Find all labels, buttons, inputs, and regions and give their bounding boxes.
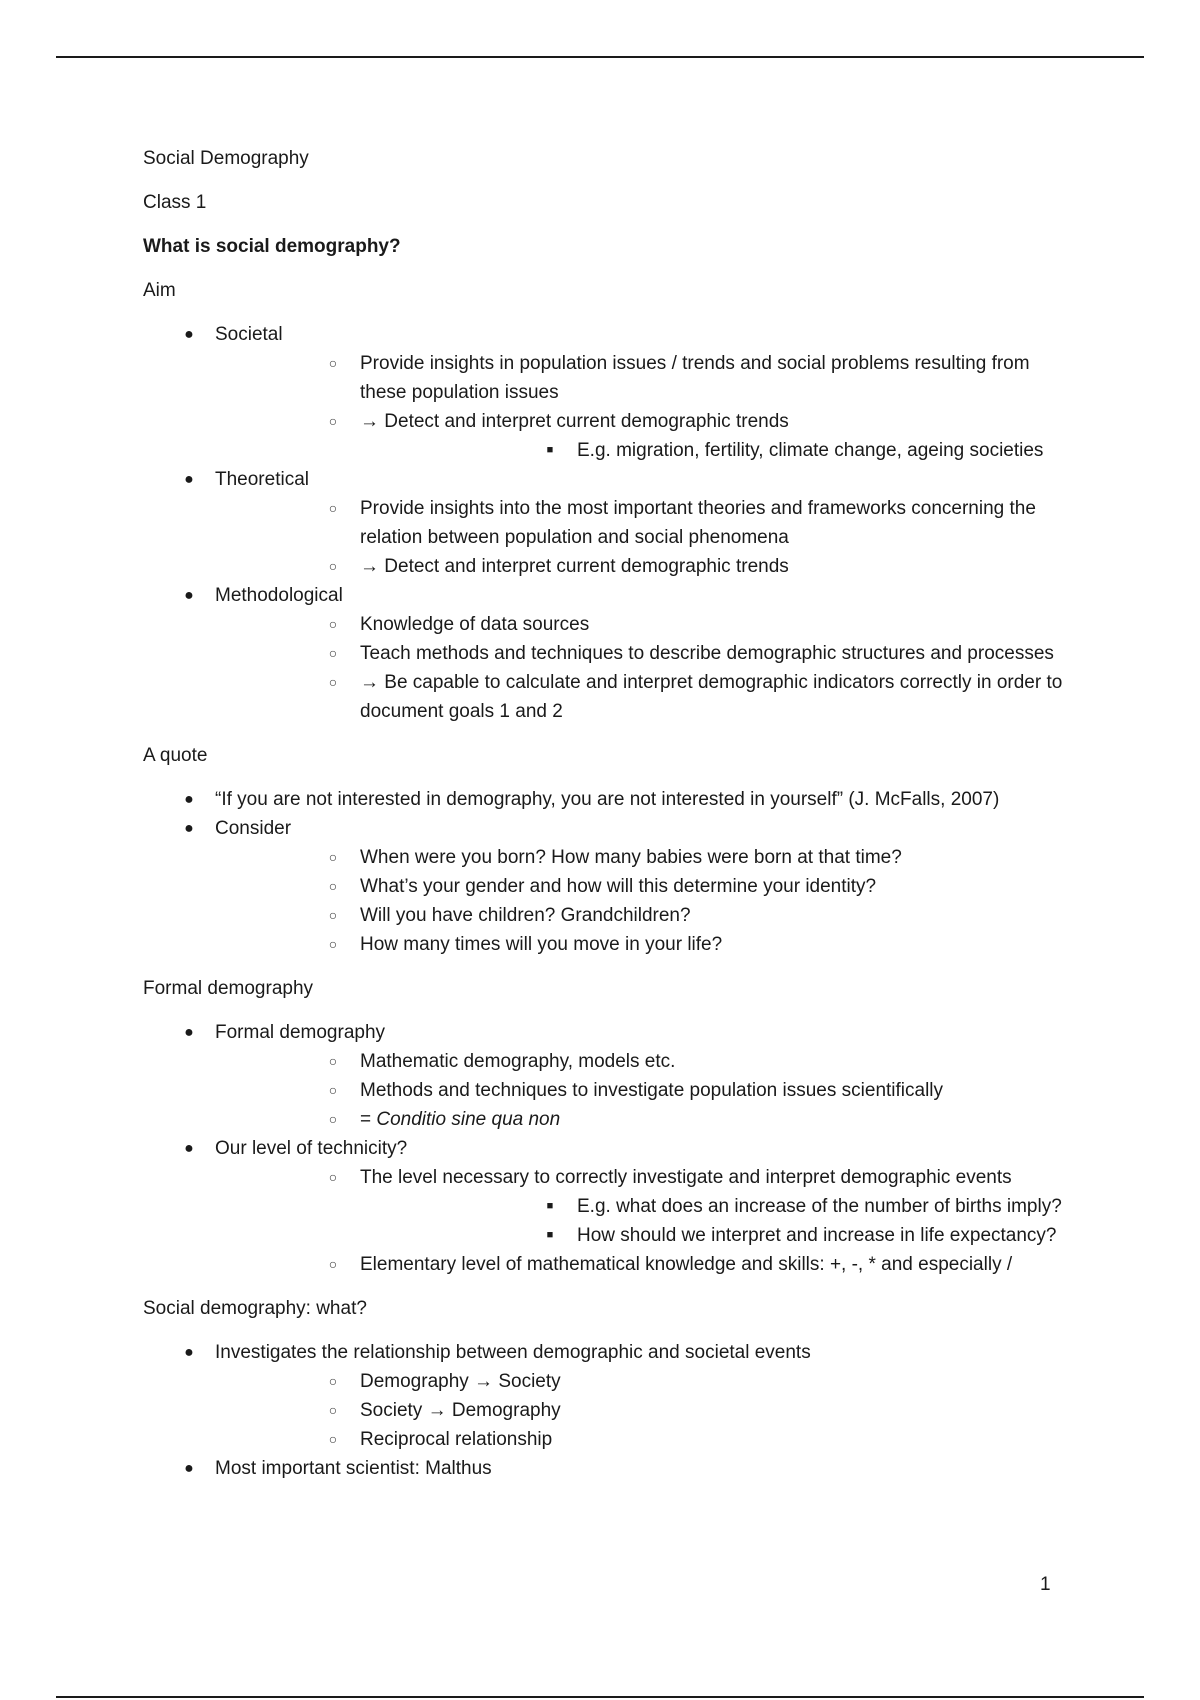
list-item: ● Consider ○ When were you born? How many babies were born at that time? ○ What’s your gender and how will this determine your identity? ○ Will you have children? Grandchildren? ○ How many times will you move in your life?	[143, 814, 1063, 959]
formal-list	[143, 1018, 1063, 1279]
document-body	[143, 144, 1063, 1498]
bullet-circle-icon: ○	[328, 1402, 338, 1418]
equals-prefix: =	[360, 1109, 377, 1130]
page-number: 1	[1040, 1574, 1051, 1595]
what-list	[143, 1338, 1063, 1483]
latin-phrase: Conditio sine qua non	[376, 1109, 561, 1130]
quote-list	[143, 785, 1063, 959]
list-item: ○ Mathematic demography, models etc.	[215, 1047, 1063, 1076]
section-heading-aim: Aim	[143, 280, 176, 301]
bullet-circle-icon: ○	[328, 500, 338, 516]
bullet-disc-icon: ●	[184, 1344, 194, 1361]
bullet-disc-icon: ●	[184, 326, 194, 343]
list-item: ○ Provide insights into the most important theories and frameworks concerning the relation between population and social phenomena	[215, 494, 1063, 552]
list-item: ○ Will you have children? Grandchildren?	[215, 901, 1063, 930]
bullet-disc-icon: ●	[184, 587, 194, 604]
page-top-rule	[56, 56, 1144, 58]
bullet-circle-icon: ○	[328, 413, 338, 429]
list-item: ■ E.g. migration, fertility, climate change, ageing societies	[360, 436, 1063, 465]
section-heading-what: Social demography: what?	[143, 1298, 367, 1319]
list-item: ○ How many times will you move in your life?	[215, 930, 1063, 959]
list-item: ○ → Detect and interpret current demographic trends ■ E.g. migration, fertility, climate change, ageing societies	[215, 407, 1063, 465]
list-item: ○ Knowledge of data sources	[215, 610, 1063, 639]
list-item: ○ What’s your gender and how will this determine your identity?	[215, 872, 1063, 901]
section-heading-quote: A quote	[143, 745, 208, 766]
bullet-circle-icon: ○	[328, 1053, 338, 1069]
bullet-circle-icon: ○	[328, 878, 338, 894]
list-item: ● Our level of technicity? ○ The level necessary to correctly investigate and interpret demographic events ■ E.g. what does an increase of the number of births imply? ■ How should we interpret and increase in life expectancy? ○ Elementary level of mathematical knowledge and skills: +, -, * and especially /	[143, 1134, 1063, 1279]
list-item: ■ E.g. what does an increase of the number of births imply?	[360, 1192, 1063, 1221]
page-bottom-rule	[56, 1696, 1144, 1698]
bullet-circle-icon: ○	[328, 355, 338, 371]
bullet-circle-icon: ○	[328, 645, 338, 661]
list-item: ○ Elementary level of mathematical knowledge and skills: +, -, * and especially /	[215, 1250, 1063, 1279]
bullet-square-icon: ■	[546, 444, 554, 456]
class-label: Class 1	[143, 192, 207, 213]
list-item: ● Theoretical ○ Provide insights into the most important theories and frameworks concerning the relation between population and social phenomena ○ → Detect and interpret current demographic trends	[143, 465, 1063, 581]
bullet-circle-icon: ○	[328, 907, 338, 923]
section-heading-formal: Formal demography	[143, 978, 314, 999]
bullet-circle-icon: ○	[328, 1111, 338, 1127]
list-item: ○ Reciprocal relationship	[215, 1425, 1063, 1454]
list-item: ○ → Detect and interpret current demographic trends	[215, 552, 1063, 581]
bullet-circle-icon: ○	[328, 1256, 338, 1272]
main-heading: What is social demography?	[143, 236, 401, 257]
list-item: ○ When were you born? How many babies were born at that time?	[215, 843, 1063, 872]
list-item: ● Methodological ○ Knowledge of data sources ○ Teach methods and techniques to describe demographic structures and processes ○ → Be capable to calculate and interpret demographic indicators correctly in order to document goals 1 and 2	[143, 581, 1063, 726]
bullet-disc-icon: ●	[184, 791, 194, 808]
list-item: ■ How should we interpret and increase in life expectancy?	[360, 1221, 1063, 1250]
bullet-disc-icon: ●	[184, 1460, 194, 1477]
bullet-square-icon: ■	[546, 1229, 554, 1241]
list-item: ○ Society → Demography	[215, 1396, 1063, 1425]
bullet-circle-icon: ○	[328, 1431, 338, 1447]
bullet-square-icon: ■	[546, 1200, 554, 1212]
aim-list	[143, 320, 1063, 726]
list-item	[215, 1105, 1063, 1134]
bullet-circle-icon: ○	[328, 558, 338, 574]
list-item: ○ → Be capable to calculate and interpret demographic indicators correctly in order to document goals 1 and 2	[215, 668, 1063, 726]
bullet-circle-icon: ○	[328, 674, 338, 690]
list-item: ● Formal demography ○ Mathematic demography, models etc. ○ Methods and techniques to investigate population issues scientifically ○ = Conditio sine qua non	[143, 1018, 1063, 1134]
list-item: ○ Methods and techniques to investigate population issues scientifically	[215, 1076, 1063, 1105]
list-item: ○ Provide insights in population issues / trends and social problems resulting from these population issues	[215, 349, 1063, 407]
bullet-circle-icon: ○	[328, 1169, 338, 1185]
bullet-disc-icon: ●	[184, 1140, 194, 1157]
list-item: ● Most important scientist: Malthus	[143, 1454, 1063, 1483]
list-item: ○ Teach methods and techniques to describe demographic structures and processes	[215, 639, 1063, 668]
bullet-disc-icon: ●	[184, 1024, 194, 1041]
bullet-circle-icon: ○	[328, 936, 338, 952]
list-item: ○ The level necessary to correctly investigate and interpret demographic events ■ E.g. what does an increase of the number of births imply? ■ How should we interpret and increase in life expectancy?	[215, 1163, 1063, 1250]
list-item: ● Investigates the relationship between demographic and societal events ○ Demography → Society ○ Society → Demography ○ Reciprocal relationship	[143, 1338, 1063, 1454]
bullet-disc-icon: ●	[184, 471, 194, 488]
bullet-circle-icon: ○	[328, 616, 338, 632]
bullet-circle-icon: ○	[328, 849, 338, 865]
bullet-circle-icon: ○	[328, 1082, 338, 1098]
bullet-disc-icon: ●	[184, 820, 194, 837]
course-title: Social Demography	[143, 148, 309, 169]
list-item: ● Societal ○ Provide insights in population issues / trends and social problems resulting from these population issues ○ → Detect and interpret current demographic trends ■ E.g. migration, fertility, climate change, ageing societies	[143, 320, 1063, 465]
list-item: ○ Demography → Society	[215, 1367, 1063, 1396]
list-item: ● “If you are not interested in demography, you are not interested in yourself” (J. McFalls, 2007)	[143, 785, 1063, 814]
bullet-circle-icon: ○	[328, 1373, 338, 1389]
